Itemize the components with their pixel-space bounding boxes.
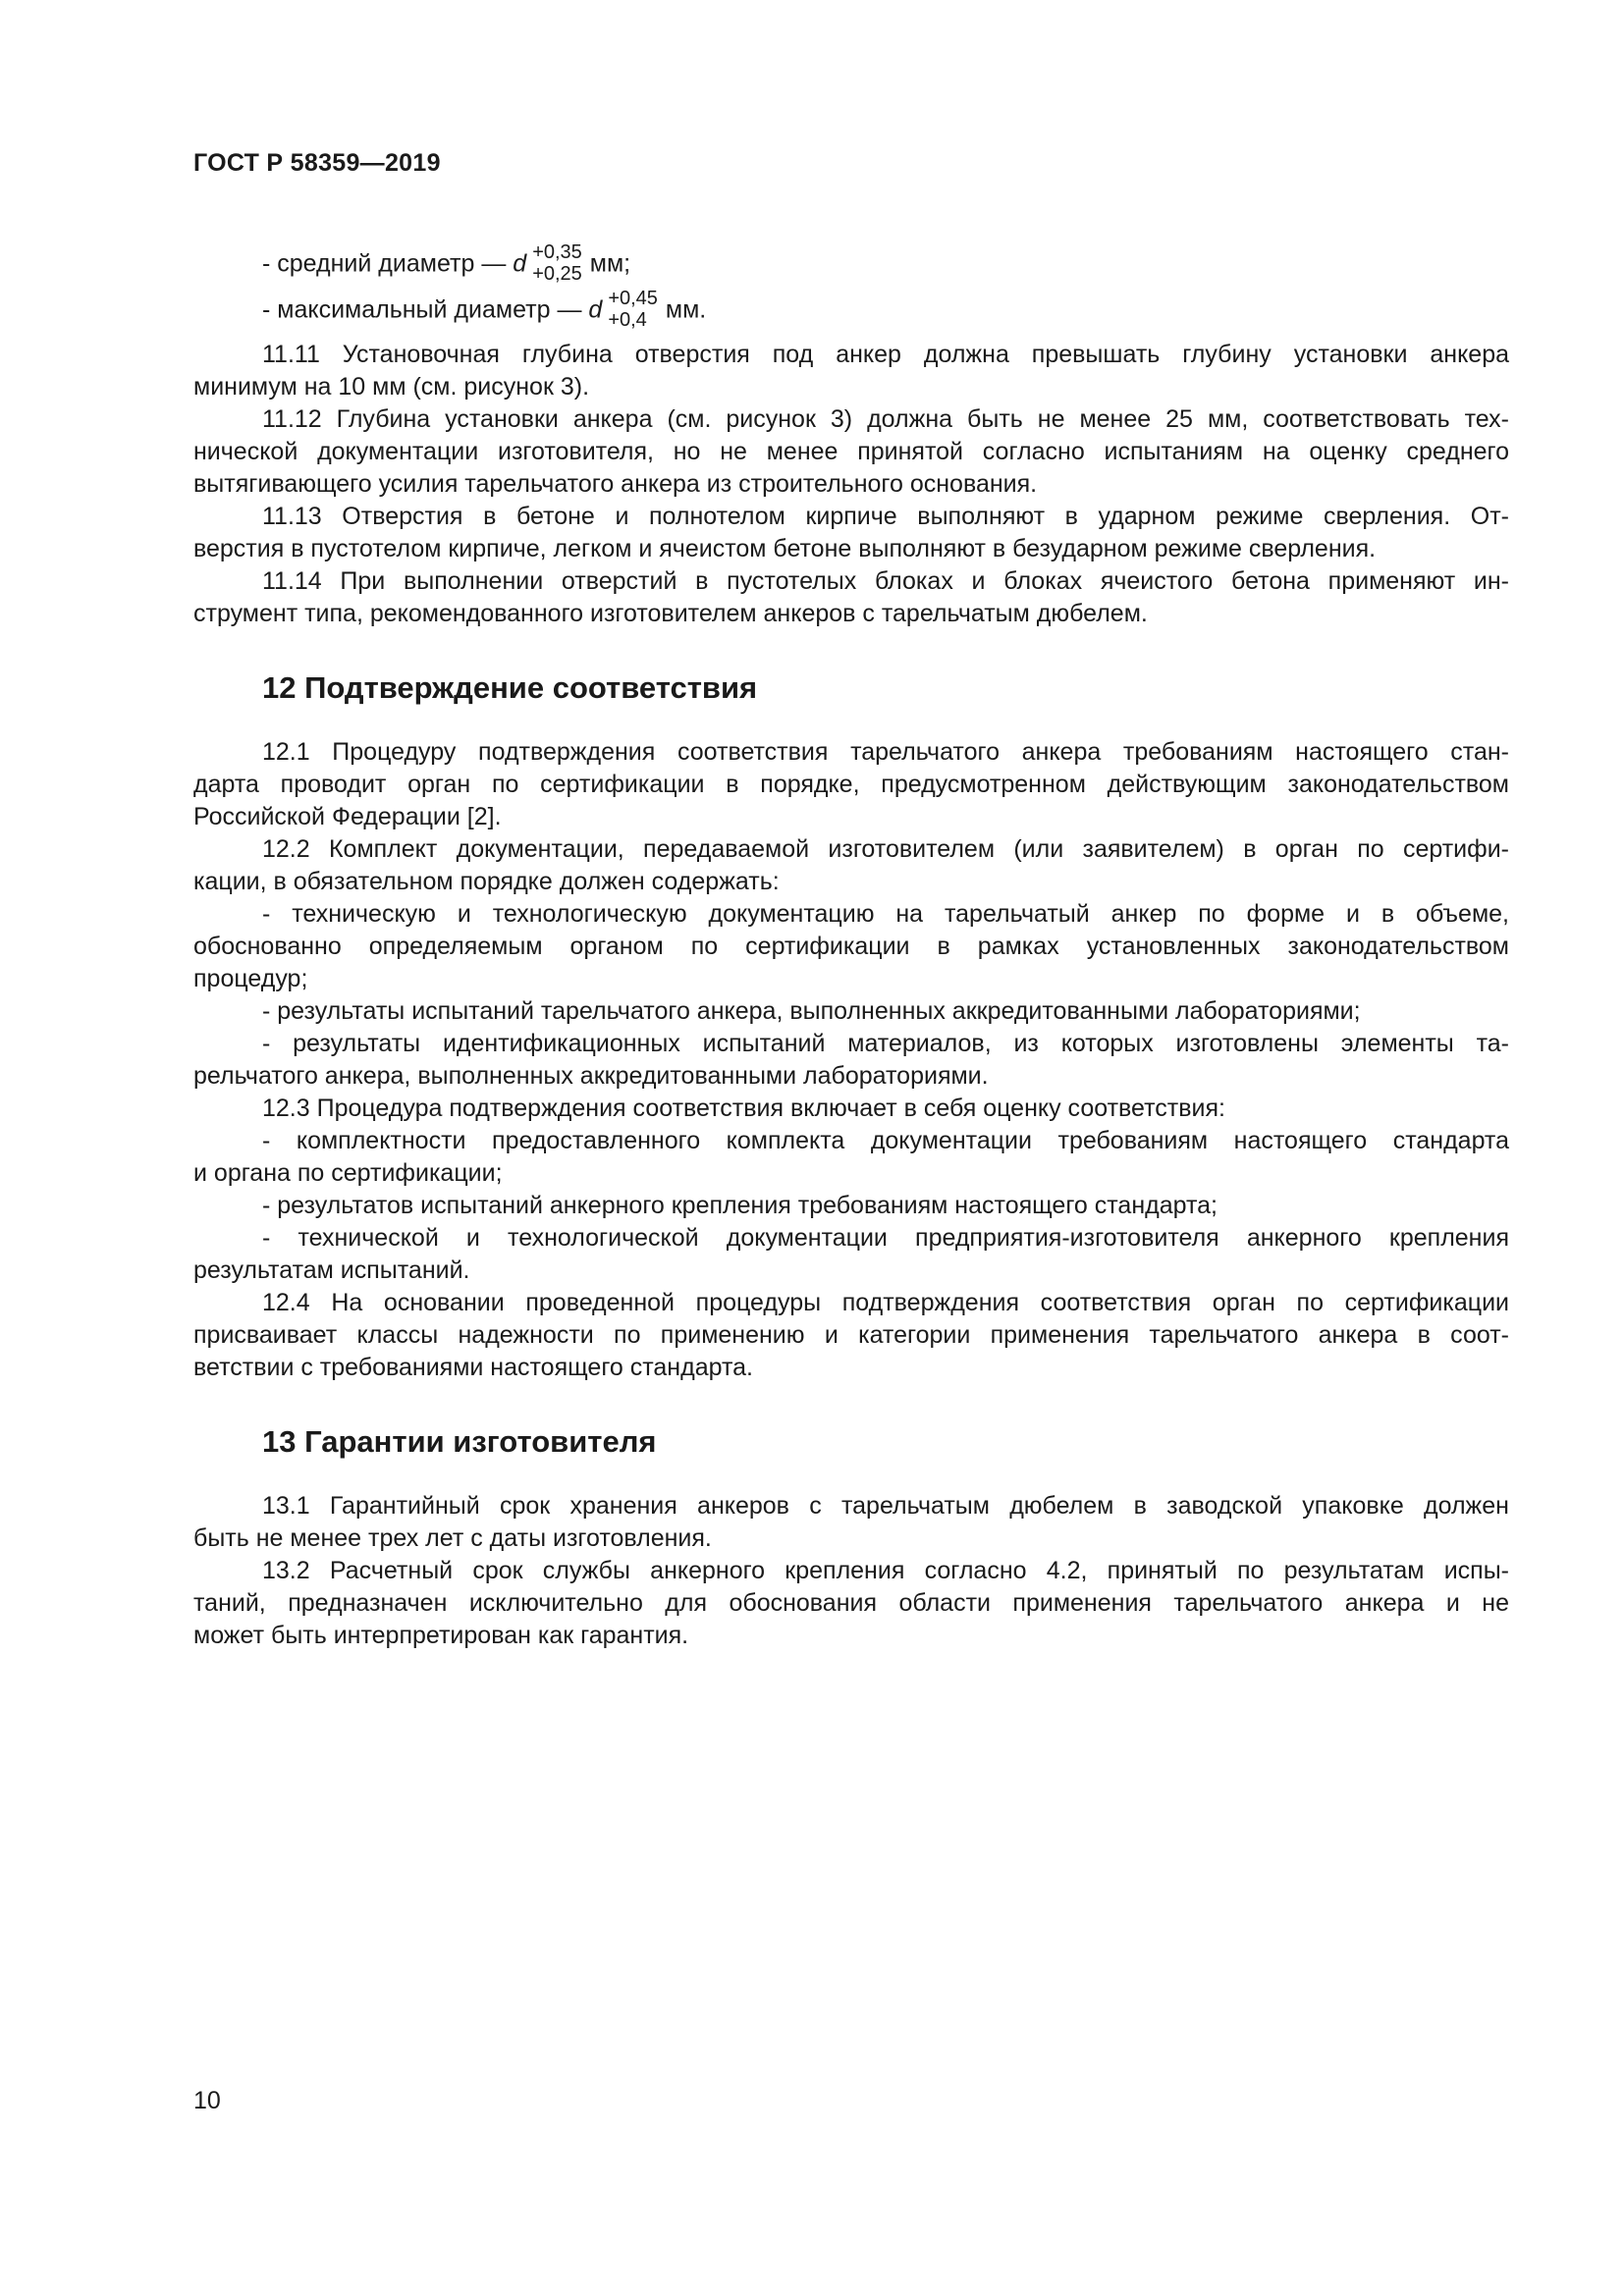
text-line: 11.12 Глубина установки анкера (см. рисунок 3) должна быть не менее 25 мм, соответствовать тех- bbox=[262, 405, 1509, 433]
paragraph-12-3 bbox=[193, 1093, 1509, 1125]
text-line: вытягивающего усилия тарельчатого анкера из строительного основания. bbox=[193, 470, 1038, 498]
list-item-12-2-1 bbox=[193, 898, 1509, 995]
text-line: рельчатого анкера, выполненных аккредитованными лабораториями. bbox=[193, 1062, 989, 1090]
formula-symbol: d bbox=[513, 249, 527, 278]
text-line: дарта проводит орган по сертификации в порядке, предусмотренном действующим законодательством bbox=[193, 771, 1509, 798]
paragraph-11-13 bbox=[193, 501, 1509, 565]
text-line: ветствии с требованиями настоящего стандарта. bbox=[193, 1354, 753, 1381]
text-line: процедур; bbox=[193, 965, 308, 992]
text-line: обоснованно определяемым органом по сертификации в рамках установленных законодательством bbox=[193, 933, 1509, 960]
text-line: струмент типа, рекомендованного изготовителем анкеров с тарельчатым дюбелем. bbox=[193, 600, 1148, 627]
page-number: 10 bbox=[193, 2087, 221, 2114]
standard-header: ГОСТ Р 58359—2019 bbox=[193, 149, 441, 177]
tolerance bbox=[608, 288, 658, 331]
body-text bbox=[193, 234, 1509, 1652]
paragraph-11-14 bbox=[193, 565, 1509, 630]
text-line: таний, предназначен исключительно для обоснования области применения тарельчатого анкера и не bbox=[193, 1589, 1509, 1617]
text-line: 11.14 При выполнении отверстий в пустотелых блоках и блоках ячеистого бетона применяют ин- bbox=[262, 567, 1509, 595]
text-line: 12.2 Комплект документации, передаваемой изготовителем (или заявителем) в орган по сертифи- bbox=[262, 835, 1509, 863]
text-line: 11.13 Отверстия в бетоне и полнотелом кирпиче выполняют в ударном режиме сверления. От- bbox=[262, 503, 1509, 530]
text-line: минимум на 10 мм (см. рисунок 3). bbox=[193, 373, 590, 400]
text-line: и органа по сертификации; bbox=[193, 1159, 503, 1187]
formula-label: - максимальный диаметр — bbox=[262, 295, 582, 324]
paragraph-12-2 bbox=[193, 833, 1509, 898]
text-line: присваивает классы надежности по применению и категории применения тарельчатого анкера в соот- bbox=[193, 1321, 1509, 1349]
text-line: - результаты идентификационных испытаний материалов, из которых изготовлены элементы та- bbox=[262, 1030, 1509, 1057]
text-line: - комплектности предоставленного комплекта документации требованиям настоящего стандарта bbox=[262, 1127, 1509, 1154]
paragraph-11-12 bbox=[193, 403, 1509, 501]
paragraph-12-4 bbox=[193, 1287, 1509, 1384]
text-line: - техническую и технологическую документацию на тарельчатый анкер по форме и в объеме, bbox=[262, 900, 1509, 928]
paragraph-11-11 bbox=[193, 339, 1509, 403]
text-line: результатам испытаний. bbox=[193, 1256, 470, 1284]
formula-unit: мм; bbox=[589, 249, 631, 278]
list-item-12-2-2 bbox=[193, 995, 1509, 1028]
text-line: может быть интерпретирован как гарантия. bbox=[193, 1622, 689, 1649]
formula-unit: мм. bbox=[665, 295, 707, 324]
text-line: 12.1 Процедуру подтверждения соответствия тарельчатого анкера требованиям настоящего стан- bbox=[262, 738, 1509, 766]
formula-max-diameter bbox=[193, 280, 1509, 331]
tolerance-upper: +0,45 bbox=[608, 288, 658, 309]
formula-label: - средний диаметр — bbox=[262, 249, 507, 278]
list-item-12-2-3 bbox=[193, 1028, 1509, 1093]
section-12-title: 12 Подтверждение соответствия bbox=[262, 670, 758, 705]
formula-mean-diameter bbox=[193, 234, 1509, 285]
tolerance bbox=[532, 241, 582, 285]
text-line: нической документации изготовителя, но не менее принятой согласно испытаниям на оценку среднего bbox=[193, 438, 1509, 465]
paragraph-13-1 bbox=[193, 1490, 1509, 1555]
text-line: 12.3 Процедура подтверждения соответствия включает в себя оценку соответствия: bbox=[262, 1095, 1225, 1122]
list-item-12-3-3 bbox=[193, 1222, 1509, 1287]
section-13-title: 13 Гарантии изготовителя bbox=[262, 1424, 657, 1459]
text-line: 13.1 Гарантийный срок хранения анкеров с тарельчатым дюбелем в заводской упаковке должен bbox=[262, 1492, 1509, 1520]
text-line: быть не менее трех лет с даты изготовления. bbox=[193, 1524, 712, 1552]
text-line: Российской Федерации [2]. bbox=[193, 803, 502, 830]
tolerance-lower: +0,4 bbox=[608, 309, 647, 331]
text-line: кации, в обязательном порядке должен содержать: bbox=[193, 868, 780, 895]
text-line: 13.2 Расчетный срок службы анкерного крепления согласно 4.2, принятый по результатам испы- bbox=[262, 1557, 1509, 1584]
paragraph-13-2 bbox=[193, 1555, 1509, 1652]
text-line: 11.11 Установочная глубина отверстия под анкер должна превышать глубину установки анкера bbox=[262, 341, 1509, 368]
paragraph-12-1 bbox=[193, 736, 1509, 833]
list-item-12-3-2 bbox=[193, 1190, 1509, 1222]
text-line: 12.4 На основании проведенной процедуры подтверждения соответствия орган по сертификации bbox=[262, 1289, 1509, 1316]
text-line: - технической и технологической документации предприятия-изготовителя анкерного крепления bbox=[262, 1224, 1509, 1252]
text-line: - результаты испытаний тарельчатого анкера, выполненных аккредитованными лабораториями; bbox=[262, 997, 1361, 1025]
text-line: верстия в пустотелом кирпиче, легком и ячеистом бетоне выполняют в безударном режиме сверления. bbox=[193, 535, 1377, 562]
tolerance-upper: +0,35 bbox=[532, 241, 582, 263]
tolerance-lower: +0,25 bbox=[532, 263, 582, 285]
document-page bbox=[193, 0, 1509, 2296]
formula-symbol: d bbox=[588, 295, 603, 324]
list-item-12-3-1 bbox=[193, 1125, 1509, 1190]
text-line: - результатов испытаний анкерного крепления требованиям настоящего стандарта; bbox=[262, 1192, 1218, 1219]
